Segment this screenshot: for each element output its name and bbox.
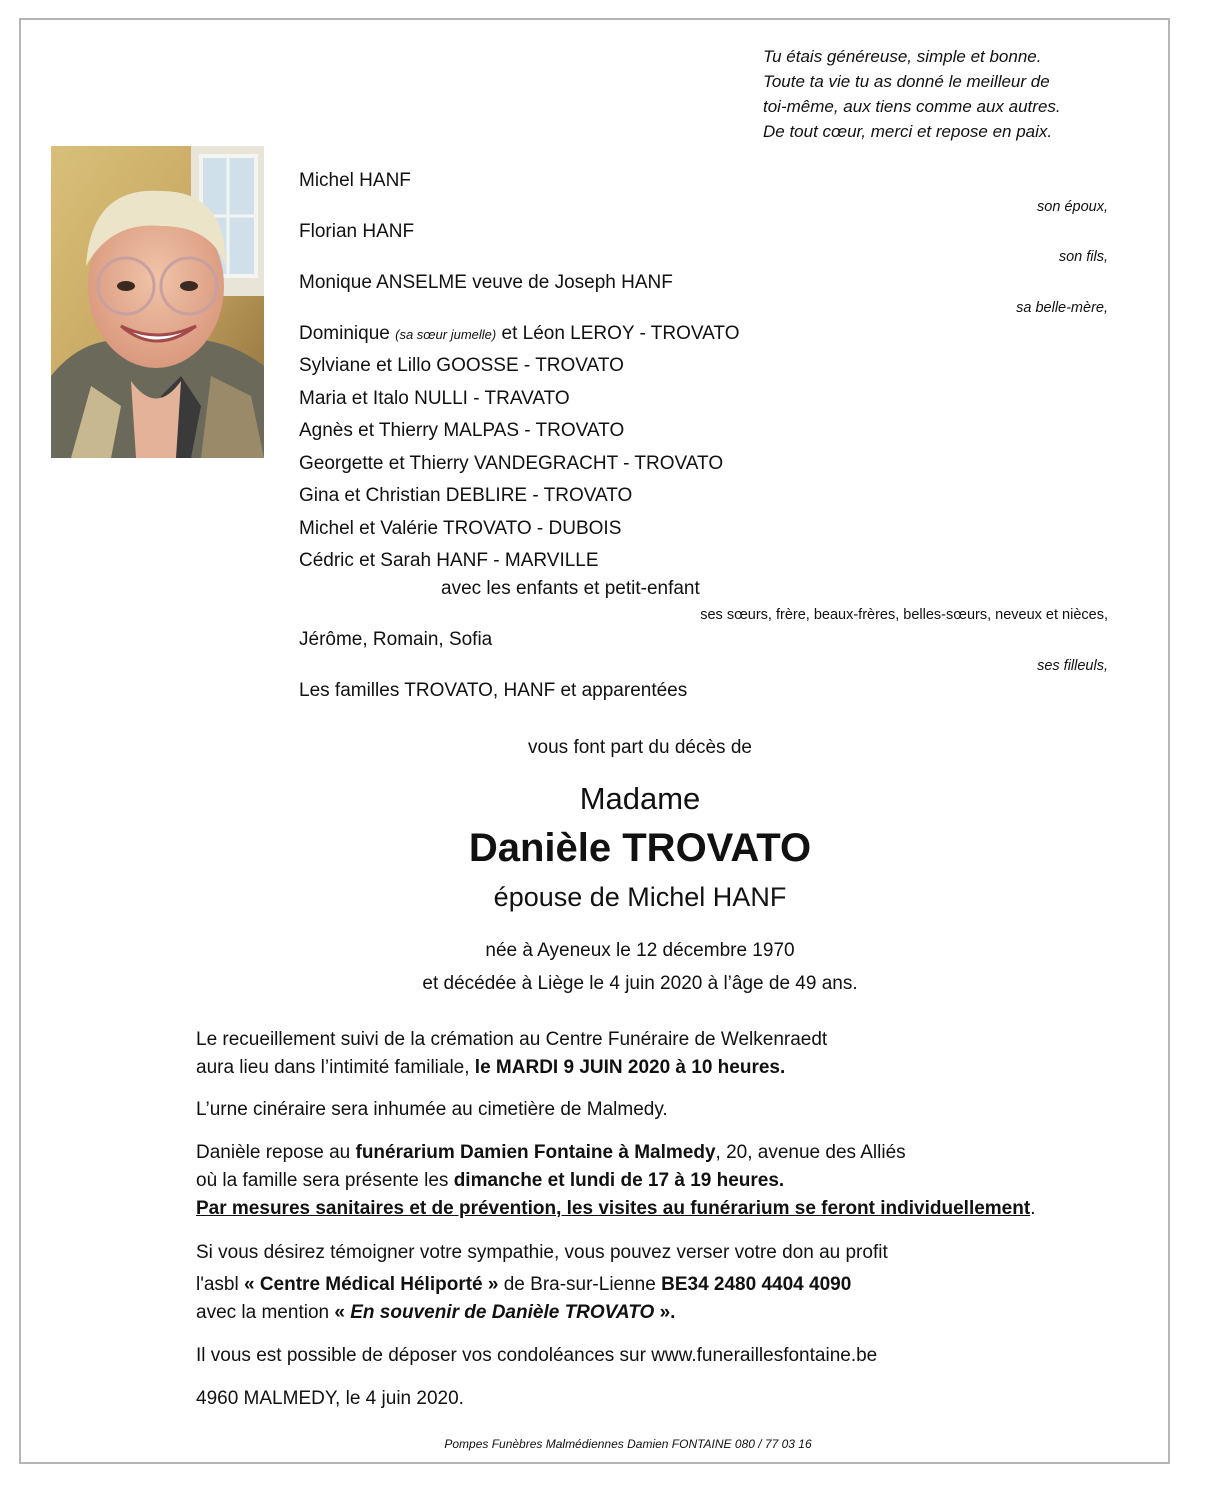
family-spouse-role: son époux, [1037, 199, 1108, 215]
donation-iban: BE34 2480 4404 4090 [661, 1274, 852, 1295]
presence-text: où la famille sera présente les [196, 1170, 454, 1191]
family-siblings-role: ses sœurs, frère, beaux-frères, belles-sœurs, neveux et nièces, [700, 607, 1108, 623]
donation-org: « Centre Médical Héliporté » [243, 1274, 499, 1295]
donation-prefix: l'asbl [196, 1274, 244, 1295]
deceased-name: Danièle TROVATO [468, 826, 812, 870]
family-sibling: Georgette et Thierry VANDEGRACHT - TROVATO [299, 453, 724, 474]
family-sibling: Gina et Christian DEBLIRE - TROVATO [299, 485, 633, 506]
portrait-photo [51, 146, 264, 458]
poem-line: Toute ta vie tu as donné le meilleur de [763, 72, 1050, 91]
announcement-title: Madame [579, 781, 701, 816]
ceremony-date: le MARDI 9 JUIN 2020 à 10 heures. [474, 1057, 786, 1078]
measures-line [196, 1198, 1035, 1220]
family-sibling: Michel et Valérie TROVATO - DUBOIS [299, 518, 622, 539]
announcement-birth: née à Ayeneux le 12 décembre 1970 [485, 940, 795, 961]
family-sibling: Maria et Italo NULLI - TRAVATO [299, 388, 570, 409]
family-spouse-name: Michel HANF [299, 170, 411, 191]
rest-line [196, 1142, 906, 1164]
donation-line-2 [196, 1274, 851, 1296]
poem-line: De tout cœur, merci et repose en paix. [763, 122, 1053, 141]
announcement-spouse-of: épouse de Michel HANF [493, 882, 787, 912]
ceremony-line-2 [196, 1057, 785, 1079]
urn-note: L’urne cinéraire sera inhumée au cimetière de Malmedy. [196, 1099, 668, 1120]
ceremony-line-1: Le recueillement suivi de la crémation au Centre Funéraire de Welkenraedt [196, 1029, 828, 1050]
mention-prefix: avec la mention [196, 1302, 335, 1323]
measures-end: . [1030, 1198, 1036, 1219]
sibling-twin-note: (sa sœur jumelle) [395, 327, 497, 342]
family-sibling [299, 323, 739, 345]
presence-line [196, 1170, 784, 1192]
donation-location: de Bra-sur-Lienne [498, 1274, 662, 1295]
family-godchildren-name: Jérôme, Romain, Sofia [299, 629, 493, 650]
mention-line [196, 1302, 675, 1324]
family-children-note: avec les enfants et petit-enfant [441, 578, 700, 599]
mention-text: En souvenir de Danièle TROVATO [350, 1302, 655, 1323]
family-families: Les familles TROVATO, HANF et apparentées [299, 680, 688, 701]
family-mother-in-law-name: Monique ANSELME veuve de Joseph HANF [299, 272, 673, 293]
poem [763, 44, 1061, 144]
mention-open-quote: « [334, 1302, 351, 1323]
poem-line: toi-même, aux tiens comme aux autres. [763, 97, 1061, 116]
presence-hours: dimanche et lundi de 17 à 19 heures. [453, 1170, 785, 1191]
family-godchildren-role: ses filleuls, [1037, 658, 1108, 674]
family-sibling: Sylviane et Lillo GOOSSE - TROVATO [299, 355, 624, 376]
sibling-first-name: Dominique [299, 323, 396, 344]
family-son-name: Florian HANF [299, 221, 415, 242]
condolences-line: Il vous est possible de déposer vos condoléances sur www.funeraillesfontaine.be [196, 1345, 878, 1366]
announcement-death: et décédée à Liège le 4 juin 2020 à l’âge de 49 ans. [422, 973, 858, 994]
poem-line: Tu étais généreuse, simple et bonne. [763, 47, 1042, 66]
mention-close-quote: ». [654, 1302, 676, 1323]
rest-place: funérarium Damien Fontaine à Malmedy [355, 1142, 716, 1163]
family-sibling: Agnès et Thierry MALPAS - TROVATO [299, 420, 625, 441]
donation-line-1: Si vous désirez témoigner votre sympathie, vous pouvez verser votre don au profit [196, 1242, 888, 1263]
measures-text: Par mesures sanitaires et de prévention, les visites au funérarium se feront individuellement [196, 1198, 1031, 1219]
announcement-intro: vous font part du décès de [528, 737, 752, 758]
footer-funeral-home: Pompes Funèbres Malmédiennes Damien FONTAINE 080 / 77 03 16 [444, 1437, 812, 1451]
ceremony-text: aura lieu dans l’intimité familiale, [196, 1057, 475, 1078]
rest-text: Danièle repose au [196, 1142, 356, 1163]
sibling-rest: et Léon LEROY - TROVATO [496, 323, 740, 344]
family-mother-in-law-role: sa belle-mère, [1016, 300, 1108, 316]
family-son-role: son fils, [1058, 249, 1108, 265]
place-date: 4960 MALMEDY, le 4 juin 2020. [196, 1388, 464, 1409]
family-sibling: Cédric et Sarah HANF - MARVILLE [299, 550, 599, 571]
rest-address: , 20, avenue des Alliés [715, 1142, 906, 1163]
